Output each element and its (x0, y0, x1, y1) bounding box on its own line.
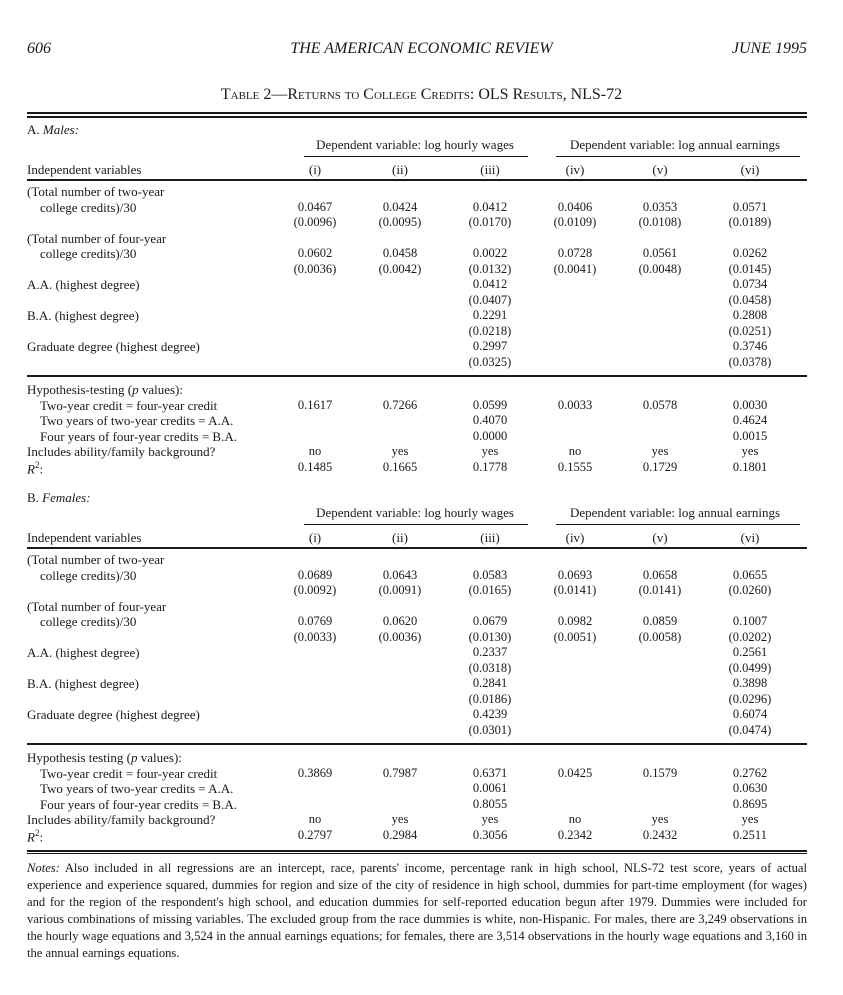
column-header: (v) (652, 530, 668, 545)
std-error-cell: (0.0301) (468, 722, 512, 737)
p-value-cell: 0.1617 (297, 397, 333, 412)
coefficient-cell: 0.2291 (472, 308, 508, 322)
coefficient-cell: 0.0689 (297, 567, 333, 582)
panel-label (27, 490, 91, 506)
dep-var-annual-earnings: Dependent variable: log annual earnings (569, 137, 781, 152)
p-value-cell: 0.0033 (557, 397, 593, 412)
row-label: B.A. (highest degree) (27, 676, 139, 691)
std-error-cell: (0.0095) (378, 215, 422, 229)
coefficient-cell: 0.0769 (297, 614, 333, 628)
row-label: Graduate degree (highest degree) (27, 707, 200, 722)
ability-cell: no (568, 812, 582, 826)
std-error-cell: (0.0189) (728, 215, 772, 229)
std-error-cell: (0.0458) (728, 292, 772, 307)
r-squared-cell: 0.1729 (642, 459, 678, 474)
r2-colon: : (39, 460, 44, 476)
test-label: Two years of two-year credits = A.A. (40, 781, 234, 796)
ability-label: Includes ability/family background? (27, 812, 216, 827)
group-underline (304, 524, 528, 525)
hypothesis-testing-label (27, 382, 183, 398)
p-value-cell: 0.0425 (557, 765, 593, 780)
std-error-cell: (0.0407) (468, 292, 512, 307)
coefficient-cell: 0.2841 (472, 676, 508, 690)
group-underline (304, 156, 528, 157)
coefficient-cell: 0.1007 (732, 614, 768, 628)
table-title: Table 2—Returns to College Credits: OLS Results, NLS-72 (220, 86, 623, 103)
section-rule (27, 375, 807, 377)
coefficient-cell: 0.0412 (472, 277, 508, 291)
r-squared-cell: 0.2984 (382, 827, 418, 842)
r-squared-cell: 0.2511 (733, 827, 767, 842)
r2-colon: : (39, 828, 44, 844)
p-value-cell: 0.4624 (732, 413, 768, 427)
column-header: (i) (308, 530, 322, 545)
test-label: Four years of four-year credits = B.A. (40, 428, 237, 444)
column-header: (ii) (392, 162, 408, 177)
hyp-label-a: Hypothesis testing ( (27, 750, 131, 765)
std-error-cell: (0.0141) (638, 583, 682, 597)
row-label-cont: college credits)/30 (40, 246, 137, 261)
independent-variables-header: Independent variables (27, 530, 142, 545)
hyp-label-p: p (131, 750, 138, 765)
test-label: Four years of four-year credits = B.A. (40, 796, 237, 812)
std-error-cell: (0.0048) (638, 261, 682, 276)
coefficient-cell: 0.0693 (557, 567, 593, 582)
std-error-cell: (0.0036) (293, 261, 337, 276)
column-header: (iii) (480, 162, 500, 177)
row-label-cont: college credits)/30 (40, 567, 137, 583)
dep-var-hourly-wages: Dependent variable: log hourly wages (316, 137, 514, 152)
panel-name: Females: (42, 490, 91, 505)
test-label: Two-year credit = four-year credit (40, 397, 218, 413)
p-value-cell: 0.0578 (642, 397, 678, 412)
column-header: (iii) (480, 530, 500, 545)
r2-letter: R (27, 460, 35, 476)
p-value-cell: 0.8055 (472, 796, 508, 811)
hyp-label-b: values): (138, 382, 183, 397)
coefficient-cell: 0.0658 (642, 567, 678, 582)
column-header: (i) (308, 162, 322, 177)
notes-text: Also included in all regressions are an intercept, race, parents' income, percentage rank in high school, NLS-72 test score, years of actual experience and experience squared, dummies for region and size of the city of residence in high school, dummies for part-time employment (for wages) and for the region of the respondent's high school, and education dummies for self-reported education begun after 1979. Dummies were included for various combinations of missing variables. The excluded group from the race dummies is white, non-Hispanic. For males, there are 3,249 observations in the hourly wage equations and 3,524 in the annual earnings equations; for females, there are 3,514 observations in the hourly wage equations and 3,160 in the annual earnings equations. (27, 861, 807, 960)
coefficient-cell: 0.2997 (472, 339, 508, 353)
coefficient-cell: 0.0262 (732, 246, 768, 260)
std-error-cell: (0.0474) (728, 722, 772, 737)
coefficient-cell: 0.2808 (732, 308, 768, 322)
row-label: A.A. (highest degree) (27, 645, 140, 660)
std-error-cell: (0.0145) (728, 261, 772, 276)
coefficient-cell: 0.0982 (557, 614, 593, 628)
ability-cell: yes (741, 812, 759, 826)
std-error-cell: (0.0130) (468, 629, 512, 644)
std-error-cell: (0.0378) (728, 354, 772, 369)
ability-cell: yes (481, 444, 499, 458)
coefficient-cell: 0.0583 (472, 567, 508, 582)
coefficient-cell: 0.0022 (472, 246, 508, 260)
row-label: (Total number of two-year (27, 552, 165, 567)
ability-cell: yes (651, 444, 669, 458)
std-error-cell: (0.0041) (553, 261, 597, 276)
std-error-cell: (0.0036) (378, 629, 422, 644)
ability-cell: yes (651, 812, 669, 826)
header-rule (27, 179, 807, 181)
group-underline (556, 156, 800, 157)
page-number: 606 (27, 40, 51, 57)
r2-letter: R (27, 828, 35, 844)
journal-name: THE AMERICAN ECONOMIC REVIEW (290, 40, 553, 57)
coefficient-cell: 0.0458 (382, 246, 418, 260)
ability-cell: no (568, 444, 582, 458)
panel-label (27, 122, 79, 138)
coefficient-cell: 0.0734 (732, 277, 768, 291)
coefficient-cell: 0.0859 (642, 614, 678, 628)
p-value-cell: 0.0030 (732, 397, 768, 412)
row-label: A.A. (highest degree) (27, 277, 140, 292)
std-error-cell: (0.0186) (468, 691, 512, 706)
std-error-cell: (0.0132) (468, 261, 512, 276)
ability-cell: no (308, 444, 322, 458)
hyp-label-b: values): (137, 750, 182, 765)
coefficient-cell: 0.0679 (472, 614, 508, 628)
coefficient-cell: 0.3746 (732, 339, 768, 353)
hypothesis-testing-label (27, 750, 182, 766)
column-header: (iv) (565, 162, 585, 177)
std-error-cell: (0.0218) (468, 323, 512, 338)
p-value-cell: 0.7987 (382, 765, 418, 780)
std-error-cell: (0.0170) (468, 215, 512, 229)
r-squared-cell: 0.1485 (297, 459, 333, 474)
std-error-cell: (0.0318) (468, 660, 512, 675)
std-error-cell: (0.0325) (468, 354, 512, 369)
column-header: (vi) (740, 162, 760, 177)
r-squared-cell: 0.2797 (297, 827, 333, 842)
p-value-cell: 0.0599 (472, 397, 508, 412)
p-value-cell: 0.8695 (732, 796, 768, 811)
bottom-rule (27, 850, 807, 852)
std-error-cell: (0.0051) (553, 629, 597, 644)
p-value-cell: 0.0061 (472, 781, 508, 795)
std-error-cell: (0.0092) (293, 583, 337, 597)
r-squared-label (27, 828, 43, 845)
top-rule (27, 112, 807, 114)
row-label-cont: college credits)/30 (40, 199, 137, 215)
coefficient-cell: 0.0620 (382, 614, 418, 628)
coefficient-cell: 0.0353 (642, 199, 678, 214)
coefficient-cell: 0.0643 (382, 567, 418, 582)
std-error-cell: (0.0108) (638, 215, 682, 229)
coefficient-cell: 0.0424 (382, 199, 418, 214)
r-squared-cell: 0.1665 (382, 459, 418, 474)
top-rule-2 (27, 116, 807, 118)
std-error-cell: (0.0251) (728, 323, 772, 338)
ability-cell: yes (481, 812, 499, 826)
row-label: (Total number of four-year (27, 598, 167, 614)
independent-variables-header: Independent variables (27, 162, 142, 177)
ability-cell: yes (741, 444, 759, 458)
dep-var-hourly-wages: Dependent variable: log hourly wages (316, 505, 514, 520)
p-value-cell: 0.1579 (642, 765, 678, 780)
row-label-cont: college credits)/30 (40, 614, 137, 629)
row-label: (Total number of four-year (27, 230, 167, 246)
coefficient-cell: 0.0602 (297, 246, 333, 260)
coefficient-cell: 0.2337 (472, 645, 508, 659)
issue-date: JUNE 1995 (731, 40, 807, 57)
p-value-cell: 0.6371 (472, 765, 508, 780)
hyp-label-a: Hypothesis-testing ( (27, 382, 133, 397)
std-error-cell: (0.0091) (378, 583, 422, 597)
std-error-cell: (0.0260) (728, 583, 772, 597)
p-value-cell: 0.0000 (472, 428, 508, 443)
std-error-cell: (0.0141) (553, 583, 597, 597)
r-squared-cell: 0.2432 (642, 827, 678, 842)
row-label: (Total number of two-year (27, 184, 165, 199)
table-notes (27, 860, 807, 962)
r-squared-label (27, 460, 43, 477)
dep-var-annual-earnings: Dependent variable: log annual earnings (569, 505, 781, 520)
p-value-cell: 0.3869 (297, 765, 333, 780)
notes-label: Notes: (27, 861, 60, 875)
column-header: (iv) (565, 530, 585, 545)
std-error-cell: (0.0096) (293, 215, 337, 229)
column-header: (vi) (740, 530, 760, 545)
test-label: Two years of two-year credits = A.A. (40, 413, 234, 428)
r-squared-cell: 0.1778 (472, 459, 508, 474)
std-error-cell: (0.0033) (293, 629, 337, 644)
coefficient-cell: 0.0728 (557, 246, 593, 260)
coefficient-cell: 0.0406 (557, 199, 593, 214)
r-squared-cell: 0.1801 (732, 459, 768, 474)
column-header: (ii) (392, 530, 408, 545)
coefficient-cell: 0.0655 (732, 567, 768, 582)
coefficient-cell: 0.2561 (732, 645, 768, 659)
ability-cell: no (308, 812, 322, 826)
panel-prefix: A. (27, 122, 40, 137)
row-label: Graduate degree (highest degree) (27, 339, 200, 354)
panel-prefix: B. (27, 490, 39, 505)
p-value-cell: 0.2762 (732, 765, 768, 780)
r2-sup: 2 (34, 827, 40, 838)
ability-cell: yes (391, 812, 409, 826)
coefficient-cell: 0.0571 (732, 199, 768, 214)
coefficient-cell: 0.0561 (642, 246, 678, 260)
r-squared-cell: 0.1555 (557, 459, 593, 474)
std-error-cell: (0.0109) (553, 215, 597, 229)
coefficient-cell: 0.3898 (732, 676, 768, 690)
p-value-cell: 0.7266 (382, 397, 418, 412)
group-underline (556, 524, 800, 525)
std-error-cell: (0.0165) (468, 583, 512, 597)
std-error-cell: (0.0296) (728, 691, 772, 706)
std-error-cell: (0.0042) (378, 261, 422, 276)
ability-label: Includes ability/family background? (27, 444, 216, 459)
r-squared-cell: 0.3056 (472, 827, 508, 842)
header-rule (27, 547, 807, 549)
ability-cell: yes (391, 444, 409, 458)
std-error-cell: (0.0202) (728, 629, 772, 644)
test-label: Two-year credit = four-year credit (40, 765, 218, 781)
section-rule (27, 743, 807, 745)
bottom-rule-2 (27, 853, 807, 854)
r-squared-cell: 0.2342 (557, 827, 593, 842)
p-value-cell: 0.0015 (732, 428, 768, 443)
coefficient-cell: 0.6074 (732, 707, 768, 721)
p-value-cell: 0.0630 (732, 781, 768, 795)
row-label: B.A. (highest degree) (27, 308, 139, 323)
coefficient-cell: 0.0467 (297, 199, 333, 214)
hyp-label-p: p (132, 382, 139, 397)
coefficient-cell: 0.0412 (472, 199, 508, 214)
r2-sup: 2 (34, 459, 40, 470)
coefficient-cell: 0.4239 (472, 707, 508, 721)
std-error-cell: (0.0058) (638, 629, 682, 644)
panel-name: Males: (42, 122, 79, 137)
std-error-cell: (0.0499) (728, 660, 772, 675)
column-header: (v) (652, 162, 668, 177)
p-value-cell: 0.4070 (472, 413, 508, 427)
